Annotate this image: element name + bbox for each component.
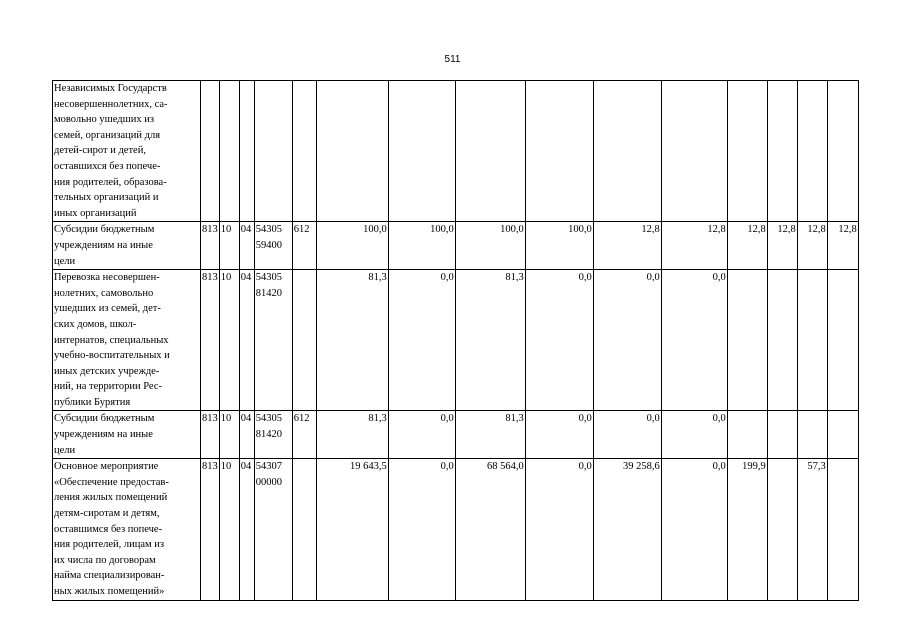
value-cell: 0,0 [661,459,727,600]
row-name-line: их числа по договорам [54,554,156,566]
value-cell: 0,0 [388,459,455,600]
row-name-line: Независимых Государств [54,83,167,94]
row-name-line: детям-сиротам и детям, [54,508,160,520]
value-cell [767,81,797,222]
value-cell [767,459,797,600]
target-article-part: 59400 [255,239,282,251]
value-cell: 81,3 [455,270,525,411]
row-name-line: ных жилых помещений» [54,586,165,597]
row-name-line: учреждениям на иные [54,429,153,441]
ministry-code-cell: 813 [201,459,220,600]
value-cell: 68 564,0 [455,459,525,600]
row-name-line: детей-сирот и детей, [54,145,146,157]
expense-type-cell [292,81,316,222]
row-name-line: цели [54,255,76,267]
target-article-part: 54305 [255,413,282,425]
row-name-line: иных детских учрежде- [54,365,160,377]
value-cell [797,270,827,411]
value-cell: 12,8 [661,222,727,270]
row-name-line: цели [54,444,76,456]
row-name-line: учреждениям на иные [54,239,153,251]
value-cell [727,270,767,411]
section-code-cell: 10 [219,459,239,600]
ministry-code-cell: 813 [201,411,220,459]
table-row [53,411,859,459]
value-cell [797,81,827,222]
table-row [53,270,859,411]
row-name-line: нолетних, самовольно [54,287,154,299]
value-cell [827,411,858,459]
value-cell: 0,0 [661,411,727,459]
value-cell [767,270,797,411]
value-cell: 0,0 [388,270,455,411]
row-name-line: публики Бурятия [54,396,131,408]
value-cell: 100,0 [388,222,455,270]
row-name-cell [53,81,201,222]
row-name-line: ния родителей, лицам из [54,539,165,551]
value-cell: 12,8 [593,222,661,270]
value-cell [316,81,388,222]
subsection-code-cell: 04 [239,459,254,600]
row-name-line: мовольно ушедших из [54,114,154,126]
row-name-line: оставшихся без попече- [54,160,161,172]
value-cell [767,411,797,459]
subsection-code-cell [239,81,254,222]
row-name-line: ушедших из семей, дет- [54,303,161,315]
ministry-code-cell: 813 [201,222,220,270]
page-number: 511 [444,54,461,65]
value-cell: 100,0 [316,222,388,270]
row-name-line: найма специализирован- [54,570,165,582]
value-cell: 12,8 [827,222,858,270]
target-article-part: 54305 [255,272,282,284]
target-article-part: 54307 [255,461,282,473]
value-cell [727,411,767,459]
expense-type-cell: 612 [292,222,316,270]
row-name-line: семей, организаций для [54,129,161,141]
value-cell [797,411,827,459]
value-cell: 100,0 [455,222,525,270]
value-cell: 81,3 [455,411,525,459]
value-cell [827,81,858,222]
budget-table [52,80,859,601]
value-cell: 19 643,5 [316,459,388,600]
value-cell [661,81,727,222]
row-name-cell [53,222,201,270]
section-code-cell: 10 [219,411,239,459]
value-cell: 0,0 [525,459,593,600]
value-cell: 81,3 [316,270,388,411]
value-cell [827,270,858,411]
target-article-cell [254,459,292,600]
target-article-cell [254,222,292,270]
row-name-line: учебно-воспитательных и [54,350,170,362]
row-name-line: иных организаций [54,207,137,219]
value-cell: 12,8 [767,222,797,270]
target-article-cell [254,81,292,222]
section-code-cell [219,81,239,222]
row-name-cell [53,459,201,600]
section-code-cell: 10 [219,270,239,411]
value-cell [593,81,661,222]
row-name-line: ний, на территории Рес- [54,381,162,393]
value-cell: 12,8 [727,222,767,270]
ministry-code-cell: 813 [201,270,220,411]
value-cell: 0,0 [593,270,661,411]
row-name-line: «Обеспечение предостав- [54,476,169,488]
row-name-line: Субсидии бюджетным [54,224,155,236]
value-cell [388,81,455,222]
table-row [53,81,859,222]
value-cell [827,459,858,600]
value-cell: 100,0 [525,222,593,270]
subsection-code-cell: 04 [239,411,254,459]
ministry-code-cell [201,81,220,222]
section-code-cell: 10 [219,222,239,270]
row-name-cell [53,270,201,411]
value-cell: 0,0 [661,270,727,411]
row-name-line: несовершеннолетних, са- [54,98,168,110]
row-name-line: ления жилых помещений [54,492,168,504]
row-name-line: тельных организаций и [54,192,159,204]
row-name-line: Перевозка несовершен- [54,272,160,284]
table-row [53,222,859,270]
value-cell [727,81,767,222]
value-cell: 199,9 [727,459,767,600]
row-name-line: ских домов, школ- [54,318,137,330]
row-name-line: Субсидии бюджетным [54,413,155,425]
row-name-line: Основное мероприятие [54,461,159,473]
value-cell [525,81,593,222]
target-article-part: 00000 [255,476,282,488]
target-article-part: 81420 [255,287,282,299]
target-article-part: 81420 [255,429,282,441]
value-cell: 12,8 [797,222,827,270]
target-article-cell [254,270,292,411]
value-cell: 0,0 [388,411,455,459]
subsection-code-cell: 04 [239,222,254,270]
row-name-cell [53,411,201,459]
expense-type-cell: 612 [292,411,316,459]
value-cell: 0,0 [525,411,593,459]
table-row [53,459,859,600]
value-cell: 39 258,6 [593,459,661,600]
value-cell: 81,3 [316,411,388,459]
expense-type-cell [292,270,316,411]
subsection-code-cell: 04 [239,270,254,411]
row-name-line: ния родителей, образова- [54,176,167,188]
value-cell: 0,0 [593,411,661,459]
target-article-cell [254,411,292,459]
row-name-line: интернатов, специальных [54,334,169,346]
row-name-line: оставшимся без попече- [54,523,163,535]
target-article-part: 54305 [255,224,282,236]
value-cell: 57,3 [797,459,827,600]
value-cell [455,81,525,222]
value-cell: 0,0 [525,270,593,411]
expense-type-cell [292,459,316,600]
